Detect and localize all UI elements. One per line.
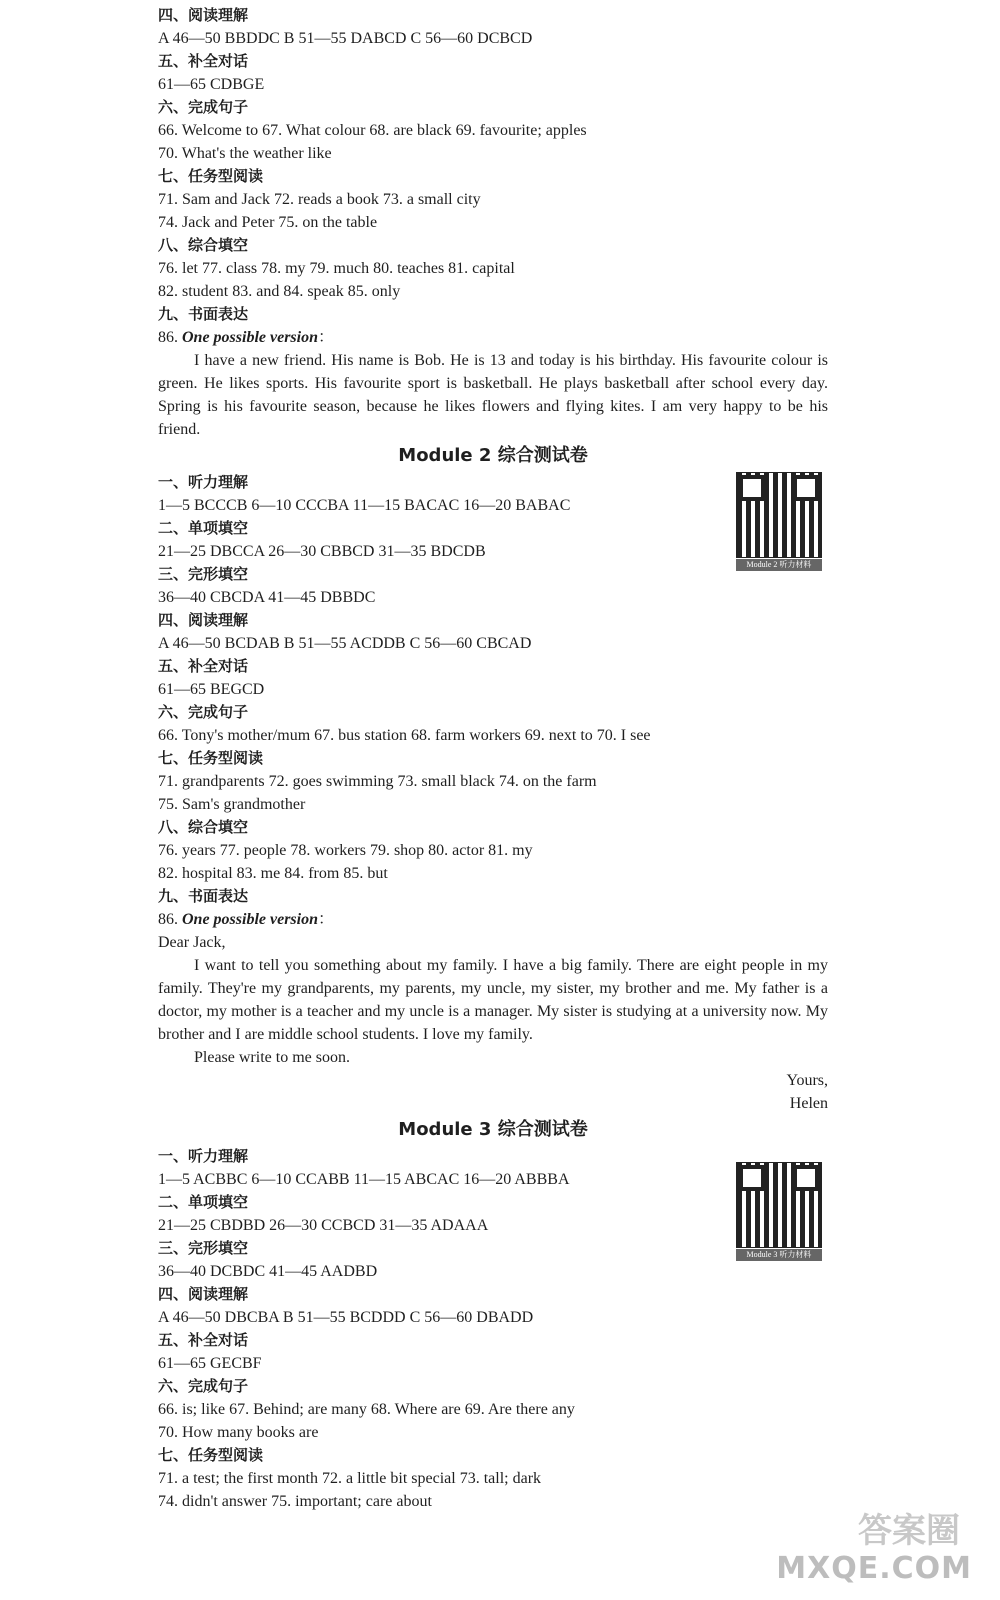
section-heading: 五、补全对话 [158, 657, 249, 675]
answer-line: 74. Jack and Peter 75. on the table [158, 214, 378, 231]
watermark-url: MXQE.COM [776, 1551, 972, 1586]
answer-line: A 46—50 BBDDC B 51—55 DABCD C 56—60 DCBCD [158, 30, 533, 47]
section-heading: 五、补全对话 [158, 52, 249, 70]
writing-label: 86. One possible version： [158, 911, 335, 928]
module-title: Module 2 综合测试卷 [398, 445, 588, 466]
answer-line: 82. student 83. and 84. speak 85. only [158, 283, 401, 300]
section-heading: 九、书面表达 [158, 887, 249, 905]
qr-code-module-3[interactable] [736, 1162, 822, 1260]
section-heading: 六、完成句子 [158, 98, 249, 116]
section-heading: 四、阅读理解 [158, 1285, 249, 1303]
answer-page [158, 4, 828, 1513]
answer-line: 71. a test; the first month 72. a little bit special 73. tall; dark [158, 1470, 542, 1487]
answer-line: 61—65 CDBGE [158, 76, 265, 93]
letter-greeting: Dear Jack, [158, 934, 226, 951]
answer-line: 21—25 CBDBD 26—30 CCBCD 31—35 ADAAA [158, 1217, 489, 1234]
section-heading: 二、单项填空 [158, 519, 249, 537]
answer-line: 76. years 77. people 78. workers 79. shop 80. actor 81. my [158, 842, 533, 859]
section-heading: 四、阅读理解 [158, 611, 249, 629]
answer-line: 36—40 DCBDC 41—45 AADBD [158, 1263, 378, 1280]
qr-caption: Module 2 听力材料 [736, 559, 822, 571]
essay-text: I want to tell you something about my family. I have a big family. There are eight people in my family. They're my grandparents, my parents, my uncle, my sister, my brother and me. My father is a doctor, my mother is a teacher and my uncle is a manager. My sister is studying at a university now. My brother and I are middle school students. I love my family. [158, 957, 828, 1043]
letter-signature: Helen [789, 1095, 828, 1112]
section-heading: 八、综合填空 [158, 236, 249, 254]
section-heading: 七、任务型阅读 [158, 1446, 264, 1464]
answer-line: 21—25 DBCCA 26—30 CBBCD 31—35 BDCDB [158, 543, 486, 560]
section-heading: 五、补全对话 [158, 1331, 249, 1349]
answer-line: 66. Welcome to 67. What colour 68. are black 69. favourite; apples [158, 122, 587, 139]
qr-code-module-2[interactable] [736, 472, 822, 570]
answer-line: 70. How many books are [158, 1424, 319, 1441]
answer-line: 71. Sam and Jack 72. reads a book 73. a small city [158, 191, 481, 208]
section-heading: 七、任务型阅读 [158, 167, 264, 185]
answer-line: 82. hospital 83. me 84. from 85. but [158, 865, 388, 882]
section-heading: 一、听力理解 [158, 1147, 249, 1165]
answer-line: A 46—50 BCDAB B 51—55 ACDDB C 56—60 CBCAD [158, 635, 532, 652]
section-heading: 七、任务型阅读 [158, 749, 264, 767]
section-heading: 六、完成句子 [158, 1377, 249, 1395]
answer-line: 75. Sam's grandmother [158, 796, 306, 813]
section-heading: 八、综合填空 [158, 818, 249, 836]
answer-line: 1—5 BCCCB 6—10 CCCBA 11—15 BACAC 16—20 BABAC [158, 497, 571, 514]
answer-line: 76. let 77. class 78. my 79. much 80. teaches 81. capital [158, 260, 515, 277]
answer-line: 36—40 CBCDA 41—45 DBBDC [158, 589, 376, 606]
section-heading: 一、听力理解 [158, 473, 249, 491]
section-heading: 六、完成句子 [158, 703, 249, 721]
qr-caption: Module 3 听力材料 [736, 1249, 822, 1261]
section-heading: 三、完形填空 [158, 565, 249, 583]
module-title: Module 3 综合测试卷 [398, 1119, 588, 1140]
essay-text: I have a new friend. His name is Bob. He is 13 and today is his birthday. His favourite colour is green. He likes sports. His favourite sport is basketball. He plays basketball after school every day. Spring is his favourite season, because he likes flowers and flying kites. I am very happy to be his friend. [158, 352, 828, 438]
letter-closing: Please write to me soon. [194, 1049, 350, 1066]
answer-line: 66. is; like 67. Behind; are many 68. Where are 69. Are there any [158, 1401, 575, 1418]
letter-sign-off: Yours, [786, 1072, 828, 1089]
answer-line: A 46—50 DBCBA B 51—55 BCDDD C 56—60 DBADD [158, 1309, 534, 1326]
answer-line: 74. didn't answer 75. important; care about [158, 1493, 432, 1510]
section-heading: 三、完形填空 [158, 1239, 249, 1257]
writing-label: 86. One possible version： [158, 329, 335, 346]
section-heading: 九、书面表达 [158, 305, 249, 323]
qr-code-icon [736, 1162, 822, 1248]
section-heading: 二、单项填空 [158, 1193, 249, 1211]
answer-line: 70. What's the weather like [158, 145, 332, 162]
answer-line: 61—65 GECBF [158, 1355, 262, 1372]
answer-line: 61—65 BEGCD [158, 681, 265, 698]
watermark-logo: 答案圈 [858, 1511, 960, 1551]
section-heading: 四、阅读理解 [158, 6, 249, 24]
answer-line: 66. Tony's mother/mum 67. bus station 68. farm workers 69. next to 70. I see [158, 727, 651, 744]
qr-code-icon [736, 472, 822, 558]
answer-line: 1—5 ACBBC 6—10 CCABB 11—15 ABCAC 16—20 ABBBA [158, 1171, 570, 1188]
answer-line: 71. grandparents 72. goes swimming 73. small black 74. on the farm [158, 773, 597, 790]
